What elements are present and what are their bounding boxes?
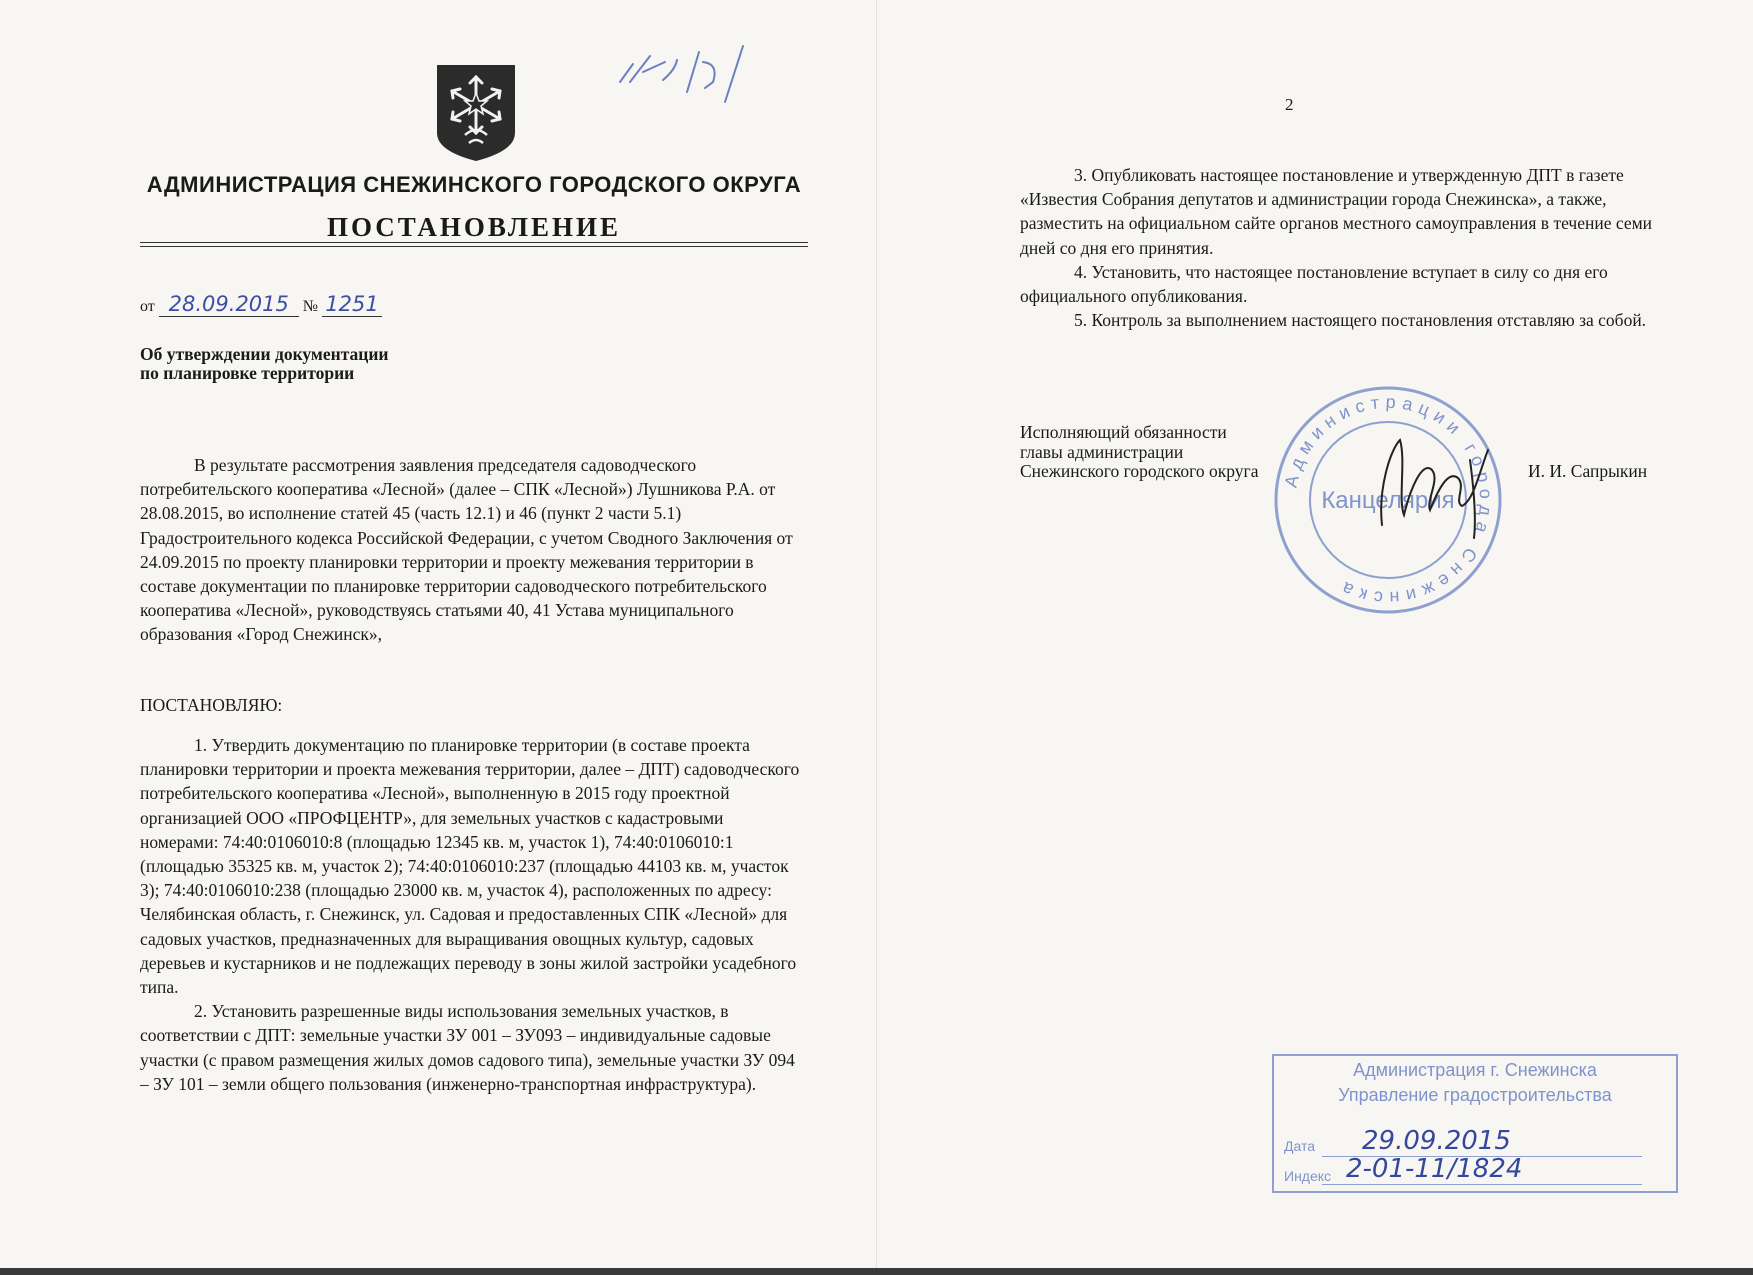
preamble-block [140, 453, 805, 647]
subject-line-2: по планировке территории [140, 363, 355, 383]
item-3-paragraph: 3. Опубликовать настоящее постановление и утвержденную ДПТ в газете «Известия Собрания депутатов и администрации города Снежинска», а также, разместить на официальном сайте органов местного самоуправления в течение семи дней со дня его принятия. [1020, 165, 1653, 258]
signer-title-line-1: Исполняющий обязанности [1020, 422, 1227, 442]
stamp-line-2: Управление градостроительства [1338, 1085, 1612, 1105]
signer-name: И. И. Сапрыкин [1528, 461, 1648, 481]
date-prefix: от [140, 298, 155, 315]
registration-stamp [1272, 1054, 1678, 1193]
item-4-paragraph: 4. Установить, что настоящее постановление вступает в силу со дня его официального опубликования. [1020, 261, 1608, 307]
decree-date: 28.09.2015 [159, 292, 299, 317]
header-rule [140, 242, 808, 247]
decree-number: 1251 [322, 292, 382, 317]
left-page [0, 0, 876, 1275]
stamp-index-value: 2-01-11/1824 [1346, 1154, 1523, 1184]
stamp-line-1: Администрация г. Снежинска [1353, 1060, 1597, 1080]
subject-heading [140, 345, 389, 383]
signer-title [1020, 423, 1258, 482]
stamp-index-line [1322, 1184, 1642, 1185]
right-items-block [1020, 163, 1685, 332]
page-number: 2 [1285, 95, 1294, 114]
number-prefix: № [302, 298, 319, 315]
preamble-paragraph: В результате рассмотрения заявления председателя садоводческого потребительского кооператива «Лесной» (далее – СПК «Лесной») Лушникова Р.А. от 28.08.2015, во исполнение статей 45 (часть 12.1) и 46 (пункт 2 части 5.1) Градостроительного кодекса Российской Федерации, с учетом Сводного Заключения от 24.09.2015 по проекту планировки территории и проекту межевания территории в составе документации по планировке территории садоводческого потребительского кооператива «Лесной», руководствуясь статьями 40, 41 Устава муниципального образования «Город Снежинск», [140, 455, 793, 645]
seal-center-text: Канцелярия [1321, 487, 1455, 514]
item-1-paragraph: 1. Утвердить документацию по планировке территории (в составе проекта планировки территории и проекта межевания территории, далее – ДПТ) садоводческого потребительского кооператива «Лесной», выполненную в 2015 году проектной организацией ООО «ПРОФЦЕНТР», для земельных участков с кадастровыми номерами: 74:40:0106010:8 (площадью 12345 кв. м, участок 1), 74:40:0106010:1 (площадью 35325 кв. м, участок 2); 74:40:0106010:237 (площадью 44103 кв. м, участок 3); 74:40:0106010:238 (площадью 23000 кв. м, участок 4), расположенных по адресу: Челябинская область, г. Снежинск, ул. Садовая и предоставленных СПК «Лесной» для садовых участков, предназначенных для выращивания овощных культур, садовых деревьев и кустарников и не подлежащих переводу в зоны жилой застройки усадебного типа. [140, 735, 800, 998]
handwritten-note [615, 42, 755, 112]
seal-ring-text: Администрации города Снежинска [1280, 391, 1497, 609]
handwritten-signature [1370, 430, 1500, 540]
date-number-line [140, 292, 382, 318]
resolve-word: ПОСТАНОВЛЯЮ: [140, 695, 283, 715]
stamp-index-label: Индекс [1284, 1168, 1332, 1184]
left-items-block [140, 733, 805, 1096]
item-5-paragraph: 5. Контроль за выполнением настоящего постановления отставляю за собой. [1074, 310, 1647, 331]
stamp-date-value: 29.09.2015 [1362, 1126, 1511, 1156]
organization-name: АДМИНИСТРАЦИЯ СНЕЖИНСКОГО ГОРОДСКОГО ОКРУГА [146, 172, 802, 197]
snowflake-emblem-icon [435, 63, 517, 163]
subject-line-1: Об утверждении документации [140, 344, 389, 364]
signer-title-line-2: главы администрации [1020, 441, 1184, 462]
signer-title-line-3: Снежинского городского округа [1020, 461, 1259, 481]
stamp-date-label: Дата [1284, 1138, 1316, 1154]
document-type: ПОСТАНОВЛЕНИЕ [326, 212, 622, 242]
item-2-paragraph: 2. Установить разрешенные виды использования земельных участков, в соответствии с ДПТ: земельные участки ЗУ 001 – ЗУ093 – индивидуальные садовые участки (с правом размещения жилых домов садового типа), земельные участки ЗУ 094 – ЗУ 101 – земли общего пользования (инженерно-транспортная инфраструктура). [140, 1001, 795, 1094]
scan-bottom-edge [0, 1268, 1753, 1275]
